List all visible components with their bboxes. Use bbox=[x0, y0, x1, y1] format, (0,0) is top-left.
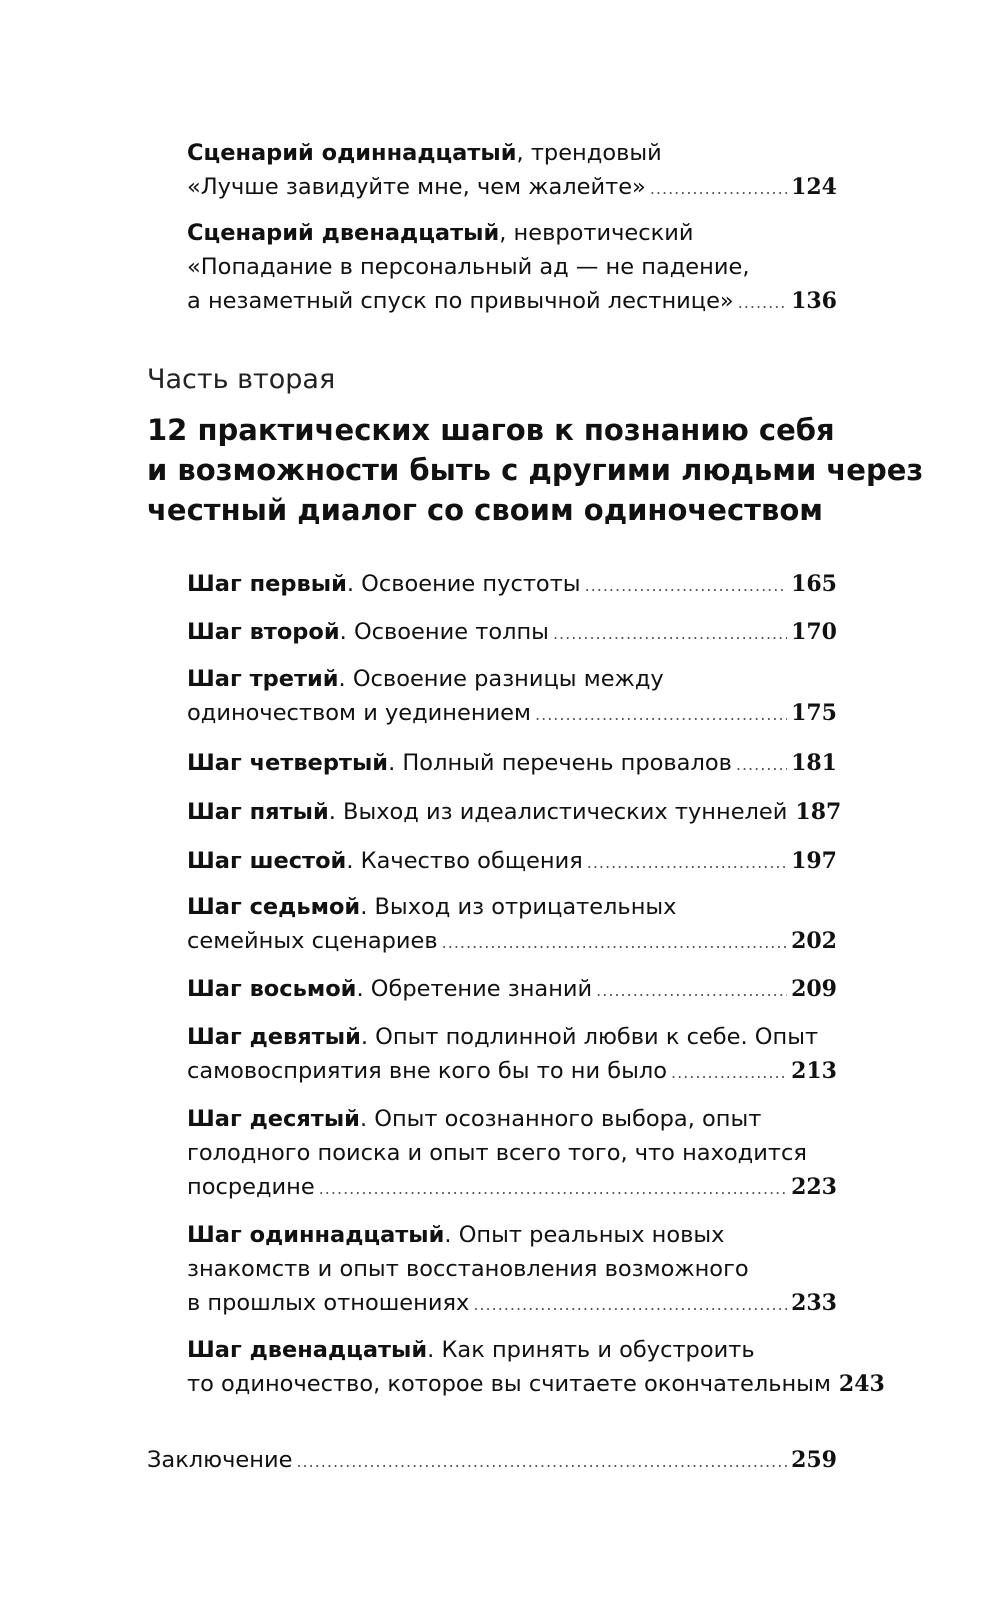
toc-step-1 bbox=[187, 567, 837, 603]
toc-step-11 bbox=[187, 1218, 837, 1322]
page-number: 187 bbox=[795, 799, 842, 825]
step-title-bold: Шаг второй bbox=[187, 619, 340, 645]
entry-title-rest: , невротический bbox=[499, 220, 694, 246]
part-title-line: честный диалог со своим одиночеством bbox=[147, 493, 823, 527]
step-title-bold: Шаг двенадцатый bbox=[187, 1337, 428, 1363]
step-title-rest: . Как принять и обустроить bbox=[427, 1337, 755, 1363]
dot-leader bbox=[535, 698, 787, 732]
step-title-cont: посредине bbox=[187, 1174, 315, 1200]
part-title-line: 12 практических шагов к познанию себя bbox=[147, 413, 835, 447]
step-title-rest: . Полный перечень провалов bbox=[388, 750, 732, 776]
page-number: 170 bbox=[791, 619, 837, 645]
step-title-cont: знакомств и опыт восстановления возможного bbox=[187, 1256, 749, 1282]
dot-leader bbox=[585, 569, 787, 603]
toc-step-10 bbox=[187, 1102, 837, 1206]
entry-title-bold: Сценарий одиннадцатый bbox=[187, 140, 517, 166]
part-label: Часть вторая bbox=[147, 364, 336, 395]
toc-step-8 bbox=[187, 972, 837, 1008]
dot-leader bbox=[319, 1172, 787, 1206]
page-number: 124 bbox=[791, 174, 837, 200]
page-number: 223 bbox=[791, 1174, 837, 1200]
page-number: 175 bbox=[791, 700, 837, 726]
step-title-rest: . Выход из идеалистических туннелей bbox=[328, 799, 788, 825]
dot-leader bbox=[442, 926, 787, 960]
entry-title-rest: , трендовый bbox=[516, 140, 662, 166]
dot-leader bbox=[738, 286, 787, 320]
entry-title-bold: Сценарий двенадцатый bbox=[187, 220, 500, 246]
dot-leader bbox=[650, 172, 787, 206]
toc-step-12 bbox=[187, 1333, 885, 1403]
page-number: 197 bbox=[791, 848, 837, 874]
part-title bbox=[147, 410, 924, 530]
step-title-rest: . Освоение разницы между bbox=[338, 666, 664, 692]
step-title-rest: . Качество общения bbox=[346, 848, 583, 874]
step-title-rest: . Обретение знаний bbox=[356, 976, 593, 1002]
page-number: 181 bbox=[791, 750, 837, 776]
page-number: 243 bbox=[838, 1371, 885, 1397]
entry-subtitle: «Лучше завидуйте мне, чем жалейте» bbox=[187, 174, 646, 200]
step-title-bold: Шаг третий bbox=[187, 666, 339, 692]
part-title-line: и возможности быть с другими людьми через bbox=[147, 453, 924, 487]
conclusion-label: Заключение bbox=[147, 1447, 293, 1473]
step-title-bold: Шаг одиннадцатый bbox=[187, 1222, 445, 1248]
page-number: 233 bbox=[791, 1290, 837, 1316]
step-title-bold: Шаг первый bbox=[187, 571, 347, 597]
toc-step-3 bbox=[187, 662, 837, 732]
page-number: 202 bbox=[791, 928, 837, 954]
page-number: 213 bbox=[791, 1058, 837, 1084]
entry-subtitle: «Попадание в персональный ад — не падение, bbox=[187, 254, 750, 280]
toc-step-6 bbox=[187, 844, 837, 880]
step-title-cont: одиночеством и уединением bbox=[187, 700, 532, 726]
toc-entry-scenario-11 bbox=[187, 136, 837, 206]
step-title-rest: . Опыт осознанного выбора, опыт bbox=[359, 1106, 762, 1132]
step-title-bold: Шаг седьмой bbox=[187, 894, 361, 920]
step-title-cont: то одиночество, которое вы считаете окончательным bbox=[187, 1371, 831, 1397]
toc-entry-scenario-12 bbox=[187, 216, 837, 320]
dot-leader bbox=[553, 617, 787, 651]
toc-step-4 bbox=[187, 746, 837, 782]
step-title-cont: семейных сценариев bbox=[187, 928, 438, 954]
dot-leader bbox=[473, 1288, 787, 1322]
step-title-bold: Шаг десятый bbox=[187, 1106, 360, 1132]
toc-step-7 bbox=[187, 890, 837, 960]
dot-leader bbox=[296, 1445, 787, 1479]
toc-conclusion bbox=[147, 1443, 837, 1479]
toc-step-5 bbox=[187, 795, 842, 831]
step-title-bold: Шаг пятый bbox=[187, 799, 329, 825]
step-title-cont: в прошлых отношениях bbox=[187, 1290, 470, 1316]
step-title-bold: Шаг девятый bbox=[187, 1024, 361, 1050]
dot-leader bbox=[587, 846, 787, 880]
step-title-rest: . Выход из отрицательных bbox=[360, 894, 677, 920]
step-title-cont: самовосприятия вне кого бы то ни было bbox=[187, 1058, 668, 1084]
step-title-rest: . Опыт подлинной любви к себе. Опыт bbox=[360, 1024, 819, 1050]
toc-step-9 bbox=[187, 1020, 837, 1090]
dot-leader bbox=[596, 974, 787, 1008]
step-title-rest: . Освоение пустоты bbox=[346, 571, 581, 597]
toc-step-2 bbox=[187, 615, 837, 651]
step-title-rest: . Освоение толпы bbox=[339, 619, 549, 645]
dot-leader bbox=[671, 1056, 787, 1090]
page-number: 165 bbox=[791, 571, 837, 597]
step-title-cont: голодного поиска и опыт всего того, что находится bbox=[187, 1140, 807, 1166]
page-number: 259 bbox=[791, 1447, 837, 1473]
step-title-bold: Шаг четвертый bbox=[187, 750, 389, 776]
entry-subtitle: а незаметный спуск по привычной лестнице» bbox=[187, 288, 734, 314]
page-number: 209 bbox=[791, 976, 837, 1002]
page-number: 136 bbox=[791, 288, 837, 314]
dot-leader bbox=[736, 748, 787, 782]
step-title-bold: Шаг шестой bbox=[187, 848, 347, 874]
step-title-rest: . Опыт реальных новых bbox=[444, 1222, 725, 1248]
step-title-bold: Шаг восьмой bbox=[187, 976, 357, 1002]
